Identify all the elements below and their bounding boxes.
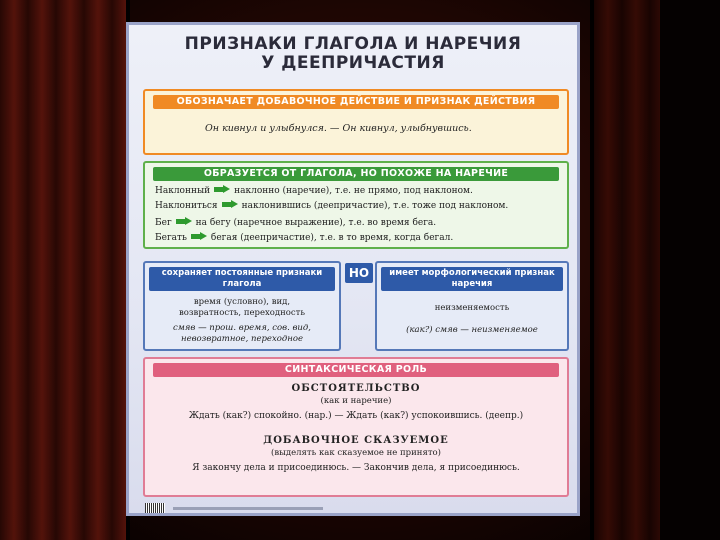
panel-formation bbox=[143, 161, 569, 249]
formation-row-left: Наклониться bbox=[155, 201, 218, 211]
poster-title bbox=[129, 35, 577, 73]
panel-verb-features bbox=[143, 261, 341, 351]
panel-action-header: ОБОЗНАЧАЕТ ДОБАВОЧНОЕ ДЕЙСТВИЕ И ПРИЗНАК ДЕЙСТВИЯ bbox=[153, 95, 559, 109]
formation-row-left: Бегать bbox=[155, 233, 187, 243]
green-arrow-icon bbox=[214, 185, 230, 194]
adverb-features-text2: (как?) смяв — неизменяемое bbox=[406, 325, 538, 335]
formation-row bbox=[155, 232, 453, 244]
verb-features-text1: время (условно), вид, bbox=[193, 297, 291, 307]
green-arrow-icon bbox=[191, 232, 207, 241]
no-badge: НО bbox=[345, 263, 373, 283]
verb-features-text2: возвратность, переходность bbox=[179, 308, 305, 318]
formation-row bbox=[155, 185, 473, 197]
panel-syntax-role-header: СИНТАКСИЧЕСКАЯ РОЛЬ bbox=[153, 363, 559, 377]
panel-action bbox=[143, 89, 569, 155]
syntax-example-predicate: Я закончу дела и присоединюсь. — Закончив дела, я присоединюсь. bbox=[192, 463, 520, 473]
formation-row-right: бегая (деепричастие), т.е. в то время, когда бегал. bbox=[210, 233, 454, 243]
action-example: Он кивнул и улыбнулся. — Он кивнул, улыбнувшись. bbox=[205, 123, 472, 134]
green-arrow-icon bbox=[222, 200, 238, 209]
formation-row-left: Наклонный bbox=[155, 186, 211, 196]
formation-row-right: наклонно (наречие), т.е. не прямо, под наклоном. bbox=[234, 186, 473, 196]
dark-edge bbox=[660, 0, 720, 540]
syntax-example-circumstance: Ждать (как?) спокойно. (нар.) — Ждать (как?) успокоившись. (деепр.) bbox=[188, 411, 524, 421]
panel-adverb-features-header: имеет морфологический признак наречия bbox=[381, 267, 563, 291]
formation-row bbox=[155, 200, 508, 212]
footer-line bbox=[173, 507, 323, 510]
barcode-icon bbox=[145, 503, 165, 513]
panel-verb-features-header: сохраняет постоянные признаки глагола bbox=[149, 267, 335, 291]
panel-formation-header: ОБРАЗУЕТСЯ ОТ ГЛАГОЛА, НО ПОХОЖЕ НА НАРЕЧИЕ bbox=[153, 167, 559, 181]
verb-features-text4: невозвратное, переходное bbox=[180, 334, 304, 344]
syntax-heading-circumstance: ОБСТОЯТЕЛЬСТВО bbox=[291, 383, 421, 394]
curtain-left bbox=[0, 0, 130, 540]
green-arrow-icon bbox=[176, 217, 192, 226]
syntax-sub-predicate: (выделять как сказуемое не принято) bbox=[271, 448, 441, 458]
formation-row-left: Бег bbox=[155, 218, 172, 228]
poster bbox=[126, 22, 580, 516]
syntax-sub-circumstance: (как и наречие) bbox=[320, 396, 392, 406]
panel-syntax-role bbox=[143, 357, 569, 497]
formation-row bbox=[155, 217, 436, 229]
adverb-features-text1: неизменяемость bbox=[434, 303, 510, 313]
panel-adverb-features bbox=[375, 261, 569, 351]
verb-features-text3: смяв — прош. время, сов. вид, bbox=[172, 323, 311, 333]
poster-title-line2: У ДЕЕПРИЧАСТИЯ bbox=[261, 53, 445, 73]
formation-row-right: на бегу (наречное выражение), т.е. во время бега. bbox=[195, 218, 437, 228]
syntax-heading-predicate: ДОБАВОЧНОЕ СКАЗУЕМОЕ bbox=[263, 435, 449, 446]
poster-title-line1: ПРИЗНАКИ ГЛАГОЛА И НАРЕЧИЯ bbox=[184, 34, 522, 54]
formation-row-right: наклонившись (деепричастие), т.е. тоже под наклоном. bbox=[241, 201, 509, 211]
